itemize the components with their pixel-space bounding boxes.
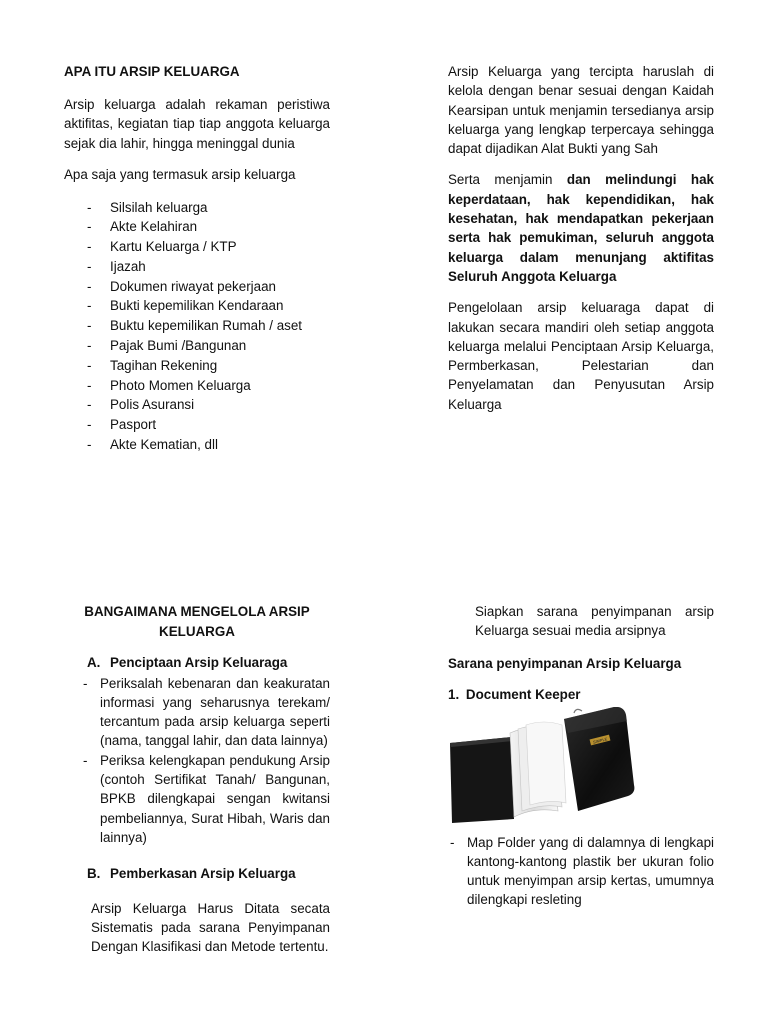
list-item: - Akte Kelahiran: [64, 217, 330, 237]
document-keeper-image: [448, 707, 638, 823]
title-line-2: KELUARGA: [159, 623, 235, 639]
title-line-1: BANGAIMANA MENGELOLA ARSIP: [84, 604, 310, 619]
list-item: - Bukti kepemilikan Kendaraan: [64, 296, 330, 316]
list-item: - Map Folder yang di dalamnya di lengkapi kantong-kantong plastik ber ukuran folio untuk menyimpan arsip kertas, umumnya dilengkapi resleting: [448, 833, 714, 910]
section-title: APA ITU ARSIP KELUARGA: [64, 64, 240, 79]
paragraph-kaidah: Arsip Keluarga yang tercipta haruslah di kelola dengan benar sesuai dengan Kaidah Kearsipan untuk menjamin tersedianya arsip keluarga yang lengkap terpercaya sehingga dapat dijadikan Alat Bukti yang Sah: [448, 64, 714, 157]
storage-item-1-label: 1.: [448, 687, 460, 703]
list-item: - Tagihan Rekening: [64, 356, 330, 376]
list-item: - Ijazah: [64, 257, 330, 277]
list-intro: Apa saja yang termasuk arsip keluarga: [64, 167, 296, 182]
storage-item-1-desc-list: [448, 833, 714, 910]
list-item: - Polis Asuransi: [64, 395, 330, 415]
paragraph-rights: [448, 170, 714, 286]
subheading-b: [64, 864, 330, 884]
list-item: - Periksa kelengkapan pendukung Arsip (contoh Sertifikat Tanah/ Bangunan, BPKB dilengkapai sengan kwitansi pembeliannya, Surat Hibah, Waris dan lainnya): [81, 751, 330, 847]
storage-title: Sarana penyimpanan Arsip Keluarga: [448, 655, 682, 671]
list-item: - Akte Kematian, dll: [64, 435, 330, 455]
list-item: - Photo Momen Keluarga: [64, 376, 330, 396]
section-archive-management-purpose: [448, 62, 714, 414]
paragraph-rights-lead: Serta menjamin: [448, 172, 567, 188]
zipper-pull: [574, 709, 582, 713]
creation-steps-list: [81, 674, 330, 848]
logo-text: SIMPLE: [592, 735, 608, 745]
storage-intro: Siapkan sarana penyimpanan arsip Keluarga sesuai media arsipnya: [475, 604, 714, 639]
subheading-a: [64, 653, 330, 673]
storage-item-1-title: Document Keeper: [465, 687, 581, 703]
list-item: - Kartu Keluarga / KTP: [64, 237, 330, 257]
paragraph-rights-bold: dan melindungi hak keperdataan, hak kependidikan, hak kesehatan, hak mendapatkan pekerjaan serta hak pemukiman, seluruh anggota keluarga dalam menunjang aktifitas Seluruh Anggota Keluarga: [448, 172, 715, 284]
list-item: - Periksalah kebenaran dan keakuratan informasi yang seharusnya terekam/ tercantum pada arsip keluarga seperti (nama, tanggal lahir, dan data lainnya): [81, 674, 330, 751]
subheading-a-label: A.: [87, 655, 101, 670]
section-storage-tools: [448, 602, 714, 910]
definition-paragraph: Arsip keluarga adalah rekaman peristiwa aktifitas, kegiatan tiap tiap anggota keluarga sejak dia lahir, hingga meninggal dunia: [64, 96, 330, 151]
filing-paragraph: Arsip Keluarga Harus Ditata secata Sistematis pada sarana Penyimpanan Dengan Klasifikasi dan Metode tertentu.: [91, 900, 330, 955]
list-item: - Pasport: [64, 415, 330, 435]
section-what-is-family-archive: [64, 62, 330, 455]
subheading-a-title: Penciptaan Arsip Keluaraga: [110, 655, 288, 670]
list-item: - Buktu kepemilikan Rumah / aset: [64, 316, 330, 336]
subheading-b-label: B.: [87, 866, 101, 882]
subheading-b-title: Pemberkasan Arsip Keluarga: [110, 866, 296, 882]
list-item: - Pajak Bumi /Bangunan: [64, 336, 330, 356]
folder-illustration: [448, 707, 638, 823]
section-title: [64, 602, 330, 641]
list-item: - Silsilah keluarga: [64, 198, 330, 218]
list-item: - Dokumen riwayat pekerjaan: [64, 277, 330, 297]
left-cover: [450, 737, 514, 823]
storage-item-1-heading: [448, 685, 714, 705]
section-how-to-manage: [64, 602, 330, 957]
paragraph-management: Pengelolaan arsip keluaraga dapat di lakukan secara mandiri oleh setiap anggota keluarga melalui Penciptaan Arsip Keluarga, Permberkasan, Pelestarian dan Penyelamatan dan Penyusutan Arsip Keluarga: [448, 300, 714, 412]
archive-types-list: [64, 198, 330, 455]
